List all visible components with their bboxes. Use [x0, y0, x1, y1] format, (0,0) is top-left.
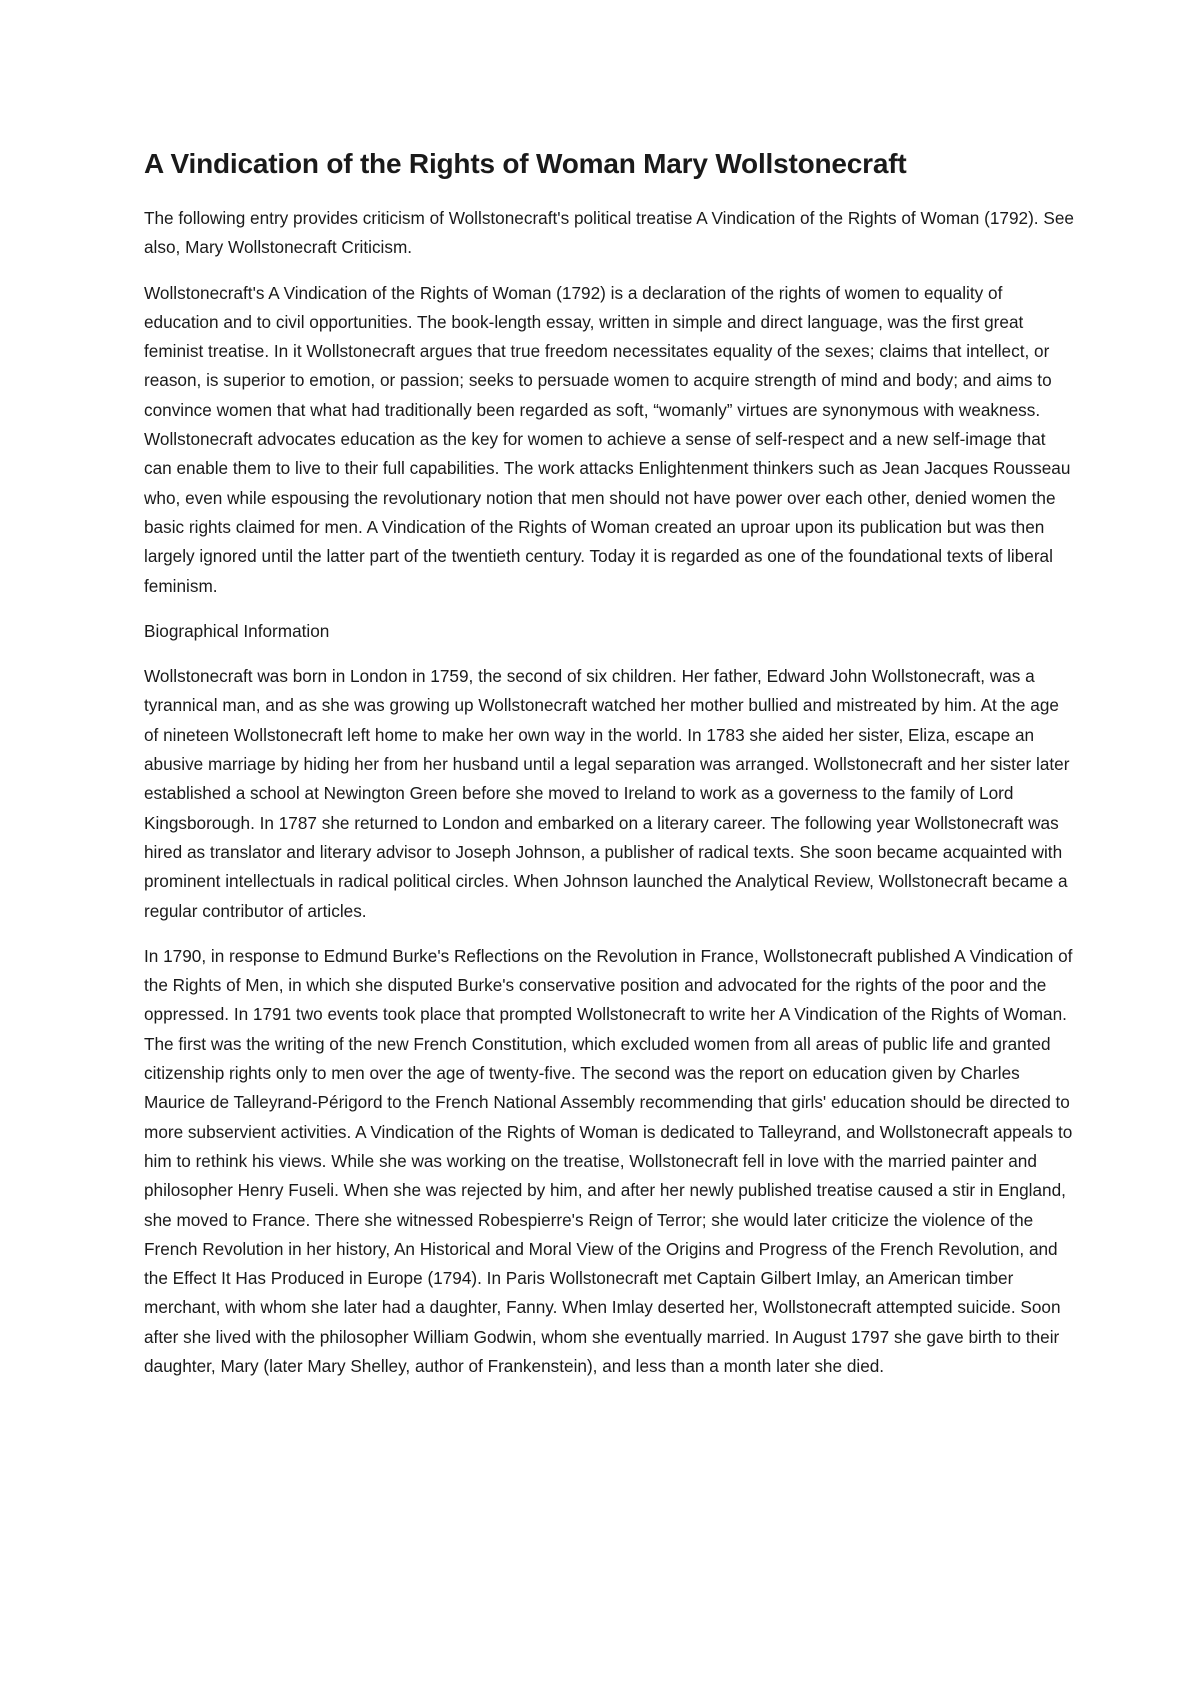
intro-paragraph: The following entry provides criticism of Wollstonecraft's political treatise A Vindication of the Rights of Woman (1792). See also, Mary Wollstonecraft Criticism.	[144, 208, 1074, 258]
biography-paragraph-1: Wollstonecraft was born in London in 1759, the second of six children. Her father, Edward John Wollstonecraft, was a tyrannical man, and as she was growing up Wollstonecraft watched her mother bullied and mistreated by him. At the age of nineteen Wollstonecraft left home to make her own way in the world. In 1783 she aided her sister, Eliza, escape an abusive marriage by hiding her from her husband until a legal separation was arranged. Wollstonecraft and her sister later established a school at Newington Green before she moved to Ireland to work as a governess to the family of Lord Kingsborough. In 1787 she returned to London and embarked on a literary career. The following year Wollstonecraft was hired as translator and literary advisor to Joseph Johnson, a publisher of radical texts. She soon became acquainted with prominent intellectuals in radical political circles. When Johnson launched the Analytical Review, Wollstonecraft became a regular contributor of articles.	[144, 666, 1070, 921]
document-title: A Vindication of the Rights of Woman Mary Wollstonecraft	[144, 148, 907, 179]
biography-paragraph-2: In 1790, in response to Edmund Burke's Reflections on the Revolution in France, Wollstonecraft published A Vindication of the Rights of Men, in which she disputed Burke's conservative position and advocated for the rights of the poor and the oppressed. In 1791 two events took place that prompted Wollstonecraft to write her A Vindication of the Rights of Woman. The first was the writing of the new French Constitution, which excluded women from all areas of public life and granted citizenship rights only to men over the age of twenty-five. The second was the report on education given by Charles Maurice de Talleyrand-Périgord to the French National Assembly recommending that girls' education should be directed to more subservient activities. A Vindication of the Rights of Woman is dedicated to Talleyrand, and Wollstonecraft appeals to him to rethink his views. While she was working on the treatise, Wollstonecraft fell in love with the married painter and philosopher Henry Fuseli. When she was rejected by him, and after her newly published treatise caused a stir in England, she moved to France. There she witnessed Robespierre's Reign of Terror; she would later criticize the violence of the French Revolution in her history, An Historical and Moral View of the Origins and Progress of the French Revolution, and the Effect It Has Produced in Europe (1794). In Paris Wollstonecraft met Captain Gilbert Imlay, an American timber merchant, with whom she later had a daughter, Fanny. When Imlay deserted her, Wollstonecraft attempted suicide. Soon after she lived with the philosopher William Godwin, whom she eventually married. In August 1797 she gave birth to their daughter, Mary (later Mary Shelley, author of Frankenstein), and less than a month later she died.	[144, 945, 1073, 1376]
section-heading: Biographical Information	[144, 620, 330, 641]
document-body	[144, 146, 1074, 1397]
overview-paragraph: Wollstonecraft's A Vindication of the Rights of Woman (1792) is a declaration of the rights of women to equality of education and to civil opportunities. The book-length essay, written in simple and direct language, was the first great feminist treatise. In it Wollstonecraft argues that true freedom necessitates equality of the sexes; claims that intellect, or reason, is superior to emotion, or passion; seeks to persuade women to acquire strength of mind and body; and aims to convince women that what had traditionally been regarded as soft, “womanly” virtues are synonymous with weakness. Wollstonecraft advocates education as the key for women to achieve a sense of self-respect and a new self-image that can enable them to live to their full capabilities. The work attacks Enlightenment thinkers such as Jean Jacques Rousseau who, even while espousing the revolutionary notion that men should not have power over each other, denied women the basic rights claimed for men. A Vindication of the Rights of Woman created an uproar upon its publication but was then largely ignored until the latter part of the twentieth century. Today it is regarded as one of the foundational texts of liberal feminism.	[144, 282, 1071, 596]
